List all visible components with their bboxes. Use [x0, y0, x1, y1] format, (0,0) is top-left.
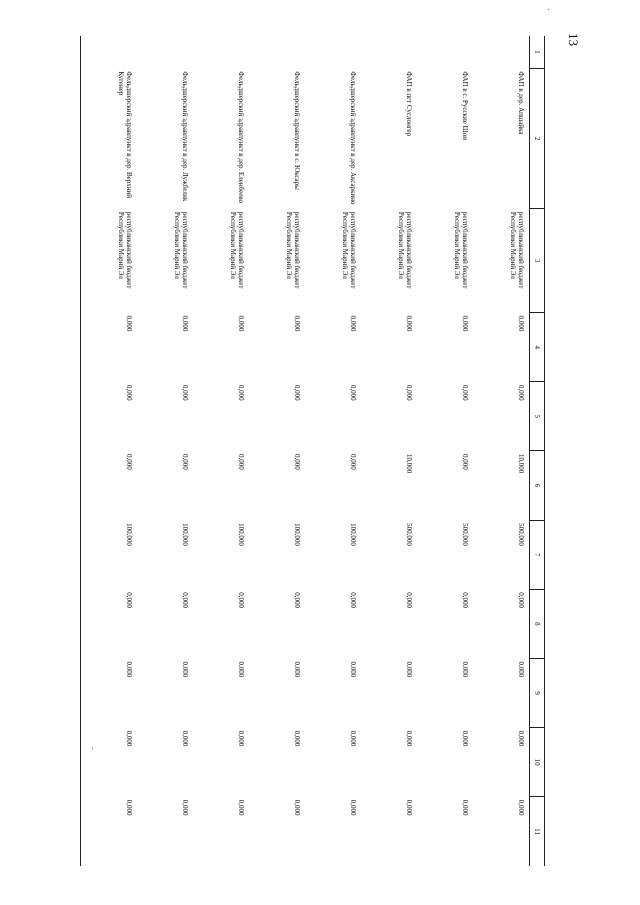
- funding-source-cell: республиканский бюджет Республики Марий Эл: [285, 211, 301, 289]
- table-row: [473, 36, 530, 866]
- value-cell-10: 0,000: [181, 730, 189, 747]
- funding-source-cell: республиканский бюджет Республики Марий Эл: [453, 211, 469, 289]
- value-cell-7: 500,000: [461, 523, 469, 546]
- value-cell-7: 100,000: [293, 523, 301, 546]
- value-cell-8: 0,000: [237, 592, 245, 609]
- table-row: [361, 36, 417, 866]
- value-cell-10: 0,000: [125, 730, 133, 747]
- value-cell-5: 0,000: [293, 384, 301, 401]
- scan-speck: [548, 9, 549, 10]
- value-cell-7: 500,000: [517, 523, 525, 546]
- row-number-cell: [81, 36, 138, 68]
- value-cell-7: 500,000: [405, 523, 413, 546]
- value-cell-11: 0,000: [405, 799, 413, 816]
- value-cell-8: 0,000: [125, 592, 133, 609]
- value-cell-11: 0,000: [181, 799, 189, 816]
- value-cell-4: 0,000: [517, 315, 525, 332]
- value-cell-4: 0,000: [349, 315, 357, 332]
- col-header-6: 6: [530, 451, 545, 520]
- col-header-4: 4: [530, 313, 545, 382]
- row-number-cell: [193, 36, 249, 68]
- facility-name-cell: Фельдшерский здравпункт в дер. Лужбеляк: [181, 71, 189, 202]
- value-cell-9: 0,000: [125, 661, 133, 678]
- value-cell-6: 0,000: [293, 453, 301, 470]
- table-row: [193, 36, 249, 866]
- value-cell-9: 0,000: [181, 661, 189, 678]
- col-header-11: 11: [530, 797, 545, 866]
- table-row: [137, 36, 193, 866]
- facility-name-cell: Фельдшерский здравпункт в дер. Аксаркино: [349, 71, 357, 205]
- value-cell-8: 0,000: [181, 592, 189, 609]
- funding-source-cell: республиканский бюджет Республики Марий Эл: [117, 211, 133, 289]
- table-row: [249, 36, 305, 866]
- value-cell-9: 0,000: [405, 661, 413, 678]
- financing-table: [80, 36, 545, 866]
- page-number: 13: [566, 33, 581, 46]
- value-cell-5: 0,000: [349, 384, 357, 401]
- value-cell-10: 0,000: [237, 730, 245, 747]
- funding-source-cell: республиканский бюджет Республики Марий Эл: [173, 211, 189, 289]
- value-cell-8: 0,000: [293, 592, 301, 609]
- value-cell-5: 0,000: [181, 384, 189, 401]
- value-cell-10: 0,000: [461, 730, 469, 747]
- facility-name-cell: ФАП в пгт Суслонгер: [405, 71, 413, 137]
- value-cell-8: 0,000: [349, 592, 357, 609]
- value-cell-4: 0,000: [237, 315, 245, 332]
- col-header-1: 1: [530, 36, 545, 68]
- value-cell-11: 0,000: [125, 799, 133, 816]
- col-header-7: 7: [530, 520, 545, 589]
- col-header-9: 9: [530, 658, 545, 727]
- value-cell-5: 0,000: [461, 384, 469, 401]
- table-row: [81, 36, 138, 866]
- value-cell-8: 0,000: [461, 592, 469, 609]
- col-header-10: 10: [530, 728, 545, 797]
- row-number-cell: [249, 36, 305, 68]
- value-cell-10: 0,000: [349, 730, 357, 747]
- value-cell-7: 100,000: [349, 523, 357, 546]
- col-header-3: 3: [530, 209, 545, 313]
- value-cell-9: 0,000: [461, 661, 469, 678]
- value-cell-11: 0,000: [517, 799, 525, 816]
- value-cell-4: 0,000: [293, 315, 301, 332]
- value-cell-6: 0,000: [461, 453, 469, 470]
- value-cell-4: 0,000: [181, 315, 189, 332]
- value-cell-7: 100,000: [181, 523, 189, 546]
- column-number-row: [530, 36, 545, 866]
- value-cell-9: 0,000: [349, 661, 357, 678]
- row-number-cell: [361, 36, 417, 68]
- facility-name-cell: Фельдшерский здравпункт в дер. Еленбеево: [237, 71, 245, 204]
- funding-source-cell: республиканский бюджет Республики Марий Эл: [229, 211, 245, 289]
- value-cell-11: 0,000: [237, 799, 245, 816]
- funding-source-cell: республиканский бюджет Республики Марий Эл: [341, 211, 357, 289]
- value-cell-7: 100,000: [237, 523, 245, 546]
- value-cell-8: 0,000: [517, 592, 525, 609]
- value-cell-5: 0,000: [125, 384, 133, 401]
- row-number-cell: [137, 36, 193, 68]
- value-cell-6: 0,000: [237, 453, 245, 470]
- value-cell-11: 0,000: [461, 799, 469, 816]
- funding-source-cell: республиканский бюджет Республики Марий Эл: [509, 211, 525, 289]
- value-cell-4: 0,000: [125, 315, 133, 332]
- row-number-cell: [417, 36, 473, 68]
- value-cell-10: 0,000: [293, 730, 301, 747]
- value-cell-6: 10,000: [517, 453, 525, 474]
- value-cell-5: 0,000: [237, 384, 245, 401]
- value-cell-6: 0,000: [181, 453, 189, 470]
- value-cell-9: 0,000: [517, 661, 525, 678]
- value-cell-9: 0,000: [293, 661, 301, 678]
- value-cell-10: 0,000: [405, 730, 413, 747]
- table-row: [305, 36, 361, 866]
- facility-name-cell: ФАП в дер. Апшайка: [517, 71, 525, 135]
- facility-name-cell: Фельдшерский здравпункт в с. Юксары: [293, 71, 301, 190]
- value-cell-11: 0,000: [293, 799, 301, 816]
- value-cell-10: 0,000: [517, 730, 525, 747]
- col-header-5: 5: [530, 382, 545, 451]
- facility-name-cell: Фельдшерский здравпункт в дер. Верхний Кугенер: [117, 71, 133, 199]
- value-cell-4: 0,000: [461, 315, 469, 332]
- row-number-cell: [305, 36, 361, 68]
- row-number-cell: [473, 36, 530, 68]
- value-cell-5: 0,000: [405, 384, 413, 401]
- value-cell-7: 100,000: [125, 523, 133, 546]
- value-cell-11: 0,000: [349, 799, 357, 816]
- value-cell-6: 0,000: [125, 453, 133, 470]
- value-cell-6: 10,000: [405, 453, 413, 474]
- value-cell-4: 0,000: [405, 315, 413, 332]
- value-cell-5: 0,000: [517, 384, 525, 401]
- funding-source-cell: республиканский бюджет Республики Марий Эл: [397, 211, 413, 289]
- rotated-table-frame: [117, 36, 545, 866]
- table-row: [417, 36, 473, 866]
- col-header-2: 2: [530, 68, 545, 208]
- col-header-8: 8: [530, 589, 545, 658]
- value-cell-9: 0,000: [237, 661, 245, 678]
- facility-name-cell: ФАП в с. Русские Шои: [461, 71, 469, 140]
- value-cell-8: 0,000: [405, 592, 413, 609]
- value-cell-6: 0,000: [349, 453, 357, 470]
